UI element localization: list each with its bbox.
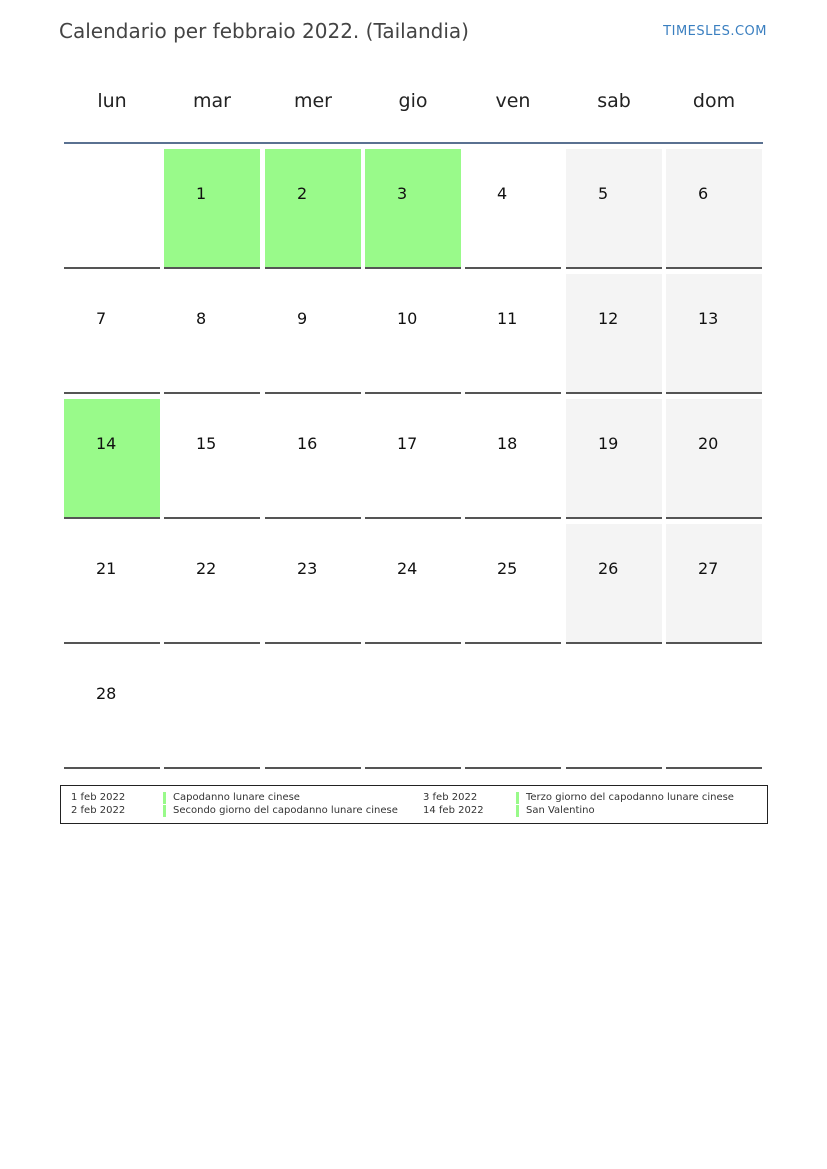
day-number: 21 [96, 559, 117, 578]
weekday-sab: sab [597, 90, 631, 112]
day-cell-22[interactable] [164, 524, 260, 644]
day-cell-13[interactable] [666, 274, 762, 394]
day-number: 19 [598, 434, 619, 453]
empty-cell [666, 649, 762, 769]
day-number: 27 [698, 559, 719, 578]
legend-date: 3 feb 2022 [423, 792, 478, 803]
day-cell-11[interactable] [465, 274, 561, 394]
day-number: 24 [397, 559, 418, 578]
page-title: Calendario per febbraio 2022. (Tailandia) [59, 19, 469, 43]
day-number: 16 [297, 434, 318, 453]
day-number: 7 [96, 309, 107, 328]
day-cell-9[interactable] [265, 274, 361, 394]
empty-cell [265, 649, 361, 769]
legend-holiday-name: San Valentino [516, 805, 595, 817]
weekday-mar: mar [193, 90, 231, 112]
legend-date: 2 feb 2022 [71, 805, 126, 816]
day-number: 14 [96, 434, 117, 453]
weekday-gio: gio [398, 90, 428, 112]
day-number: 18 [497, 434, 518, 453]
weekday-dom: dom [692, 90, 736, 112]
brand-link[interactable]: TIMESLES.COM [663, 24, 767, 39]
day-cell-19[interactable] [566, 399, 662, 519]
day-cell-18[interactable] [465, 399, 561, 519]
day-cell-16[interactable] [265, 399, 361, 519]
day-cell-28[interactable] [64, 649, 160, 769]
day-cell-20[interactable] [666, 399, 762, 519]
day-number: 22 [196, 559, 217, 578]
empty-cell [566, 649, 662, 769]
day-cell-15[interactable] [164, 399, 260, 519]
legend-date: 1 feb 2022 [71, 792, 126, 803]
weekday-header [62, 90, 765, 120]
weekday-ven: ven [495, 90, 531, 112]
legend-date: 14 feb 2022 [423, 805, 484, 816]
day-number: 20 [698, 434, 719, 453]
day-cell-2[interactable] [265, 149, 361, 269]
day-cell-24[interactable] [365, 524, 461, 644]
day-number: 2 [297, 184, 308, 203]
day-cell-26[interactable] [566, 524, 662, 644]
day-cell-1[interactable] [164, 149, 260, 269]
day-number: 8 [196, 309, 207, 328]
day-number: 6 [698, 184, 709, 203]
day-cell-12[interactable] [566, 274, 662, 394]
legend-holiday-name: Capodanno lunare cinese [163, 792, 300, 804]
legend-holiday-name: Secondo giorno del capodanno lunare cinese [163, 805, 398, 817]
day-cell-10[interactable] [365, 274, 461, 394]
day-cell-5[interactable] [566, 149, 662, 269]
day-number: 11 [497, 309, 518, 328]
day-cell-21[interactable] [64, 524, 160, 644]
day-cell-3[interactable] [365, 149, 461, 269]
day-cell-17[interactable] [365, 399, 461, 519]
day-number: 13 [698, 309, 719, 328]
day-number: 5 [598, 184, 609, 203]
day-number: 25 [497, 559, 518, 578]
day-number: 28 [96, 684, 117, 703]
header-rule [64, 142, 763, 144]
day-number: 23 [297, 559, 318, 578]
day-number: 4 [497, 184, 508, 203]
legend-holiday-name: Terzo giorno del capodanno lunare cinese [516, 792, 734, 804]
day-number: 1 [196, 184, 207, 203]
day-number: 3 [397, 184, 408, 203]
day-number: 26 [598, 559, 619, 578]
empty-cell [365, 649, 461, 769]
day-number: 9 [297, 309, 308, 328]
empty-cell [465, 649, 561, 769]
day-cell-7[interactable] [64, 274, 160, 394]
day-cell-8[interactable] [164, 274, 260, 394]
day-cell-25[interactable] [465, 524, 561, 644]
day-cell-23[interactable] [265, 524, 361, 644]
day-number: 15 [196, 434, 217, 453]
weekday-lun: lun [97, 90, 127, 112]
empty-cell [164, 649, 260, 769]
day-number: 10 [397, 309, 418, 328]
day-cell-27[interactable] [666, 524, 762, 644]
day-number: 12 [598, 309, 619, 328]
empty-cell [64, 149, 160, 269]
day-cell-14[interactable] [64, 399, 160, 519]
day-number: 17 [397, 434, 418, 453]
holiday-legend [60, 785, 768, 824]
day-cell-4[interactable] [465, 149, 561, 269]
weekday-mer: mer [293, 90, 332, 112]
day-cell-6[interactable] [666, 149, 762, 269]
